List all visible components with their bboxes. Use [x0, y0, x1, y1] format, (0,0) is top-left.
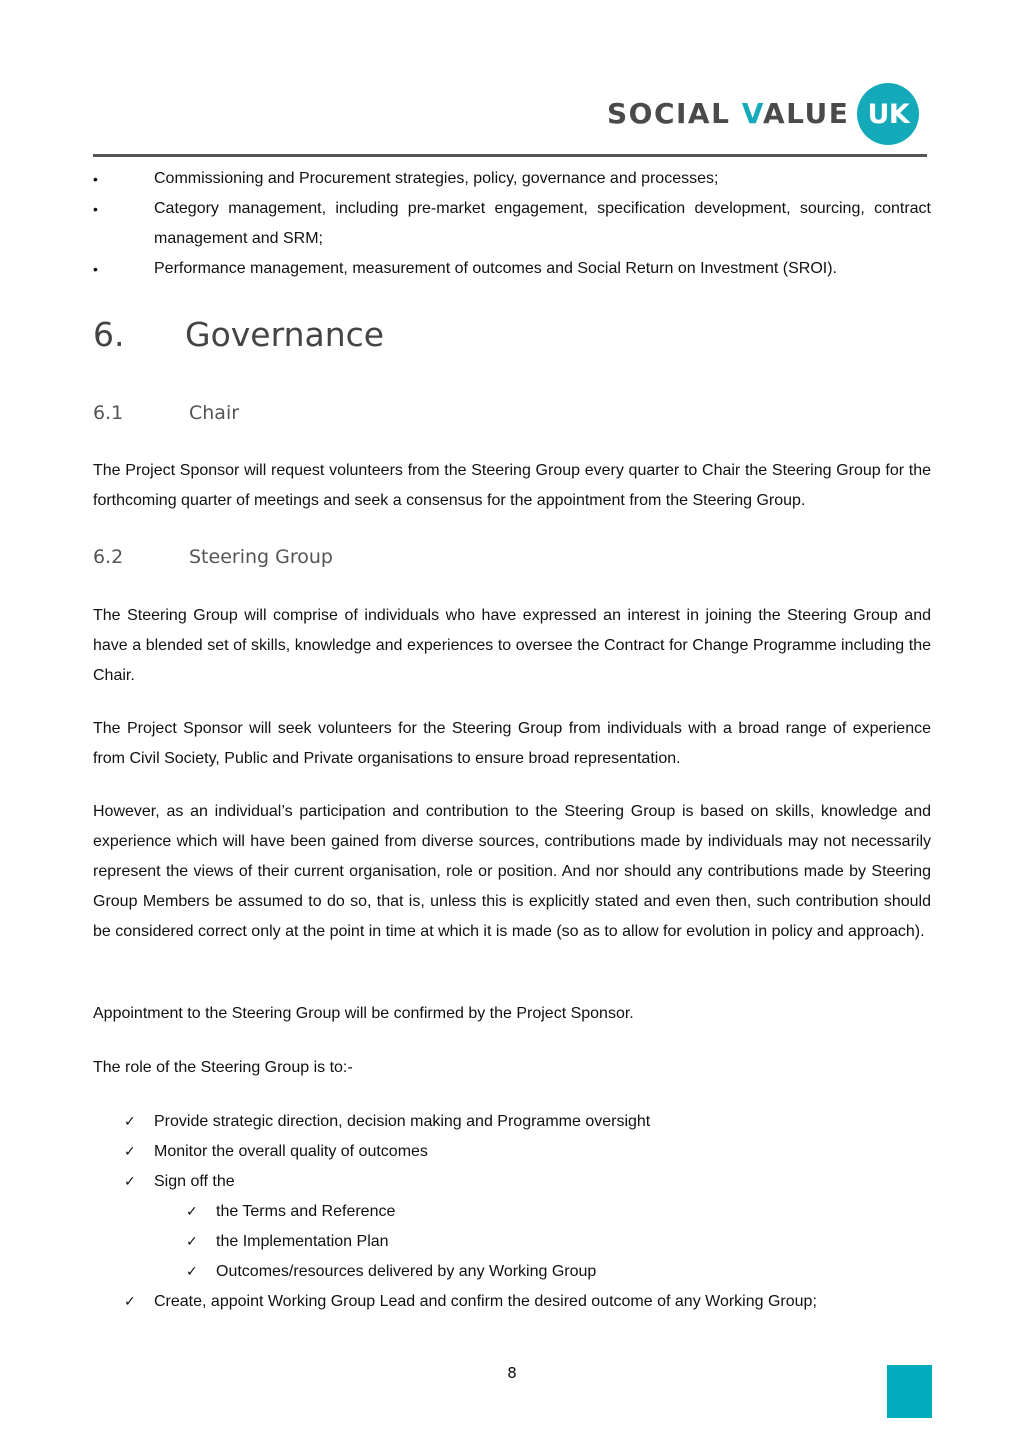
- checklist-text: the Implementation Plan: [216, 1233, 389, 1250]
- checklist-item: [122, 1167, 922, 1197]
- checklist-item: [122, 1137, 922, 1167]
- bullet-text: Category management, including pre-market engagement, specification development, sourcing, contract management and SRM;: [154, 200, 931, 247]
- bullet-item: [93, 164, 931, 194]
- intro-bullet-list: [93, 164, 931, 284]
- logo-wordmark: [607, 97, 850, 130]
- logo-accent-letter: V: [741, 97, 763, 130]
- social-value-uk-logo: [607, 83, 919, 145]
- subsection-number: 6.1: [93, 402, 124, 424]
- chair-paragraph: The Project Sponsor will request volunteers from the Steering Group every quarter to Chair the Steering Group for the forthcoming quarter of meetings and seek a consensus for the appointment from the Steering Group.: [93, 462, 931, 509]
- checklist-text: Outcomes/resources delivered by any Working Group: [216, 1263, 597, 1280]
- checkmark-icon: ✓: [124, 1114, 136, 1130]
- checklist-subitem: [122, 1227, 922, 1257]
- section-title: Governance: [185, 315, 385, 354]
- checkmark-icon: ✓: [124, 1294, 136, 1310]
- footer-accent-block: [887, 1365, 932, 1418]
- steering-group-paragraph-volunteers: The Project Sponsor will seek volunteers for the Steering Group from individuals with a broad range of experience from Civil Society, Public and Private organisations to ensure broad representation.: [93, 720, 931, 767]
- checkmark-icon: ✓: [124, 1174, 136, 1190]
- subsection-title: Chair: [189, 402, 240, 424]
- subsection-number: 6.2: [93, 546, 124, 568]
- bullet-icon: •: [93, 261, 98, 277]
- checkmark-icon: ✓: [186, 1264, 198, 1280]
- steering-group-paragraph-role-intro: The role of the Steering Group is to:-: [93, 1059, 353, 1076]
- checklist-text: Provide strategic direction, decision making and Programme oversight: [154, 1113, 651, 1130]
- bullet-item: [93, 254, 931, 284]
- checklist-text: Monitor the overall quality of outcomes: [154, 1143, 428, 1160]
- checklist-text: Sign off the: [154, 1173, 235, 1190]
- bullet-text: Commissioning and Procurement strategies, policy, governance and processes;: [154, 170, 719, 187]
- steering-group-paragraph-composition: The Steering Group will comprise of individuals who have expressed an interest in joining the Steering Group and have a blended set of skills, knowledge and experiences to oversee the Contract for Change Programme including the Chair.: [93, 607, 931, 684]
- checklist-text: Create, appoint Working Group Lead and confirm the desired outcome of any Working Group;: [154, 1293, 817, 1310]
- logo-word-social: SOCIAL: [607, 97, 731, 130]
- checklist-subitem: [122, 1197, 922, 1227]
- bullet-item: [93, 194, 931, 254]
- logo-word-value-rest: ALUE: [762, 97, 850, 130]
- header-divider: [93, 154, 927, 157]
- steering-group-paragraph-appointment: Appointment to the Steering Group will be confirmed by the Project Sponsor.: [93, 1005, 634, 1022]
- bullet-icon: •: [93, 201, 98, 217]
- checklist-subitem: [122, 1257, 922, 1287]
- subsection-title: Steering Group: [189, 546, 333, 568]
- section-number: 6.: [93, 315, 125, 354]
- checklist-item: [122, 1107, 922, 1137]
- steering-group-paragraph-contributions: However, as an individual’s participation and contribution to the Steering Group is based on skills, knowledge and experience which will have been gained from diverse sources, contributions made by individuals may not necessarily represent the views of their current organisation, role or position. And nor should any contributions made by Steering Group Members be assumed to do so, that is, unless this is explicitly stated and even then, such contribution should be considered correct only at the point in time at which it is made (so as to allow for evolution in policy and approach).: [93, 803, 931, 940]
- bullet-text: Performance management, measurement of outcomes and Social Return on Investment (SROI).: [154, 260, 837, 277]
- checkmark-icon: ✓: [186, 1204, 198, 1220]
- checklist-text: the Terms and Reference: [216, 1203, 396, 1220]
- logo-uk-badge: UK: [857, 83, 919, 145]
- checkmark-icon: ✓: [186, 1234, 198, 1250]
- section-heading: [93, 312, 384, 358]
- page-number: 8: [507, 1364, 517, 1382]
- subsection-heading-chair: [93, 399, 239, 427]
- role-checklist: [122, 1107, 922, 1317]
- checkmark-icon: ✓: [124, 1144, 136, 1160]
- subsection-heading-steering-group: [93, 543, 333, 571]
- checklist-item: [122, 1287, 922, 1317]
- bullet-icon: •: [93, 171, 98, 187]
